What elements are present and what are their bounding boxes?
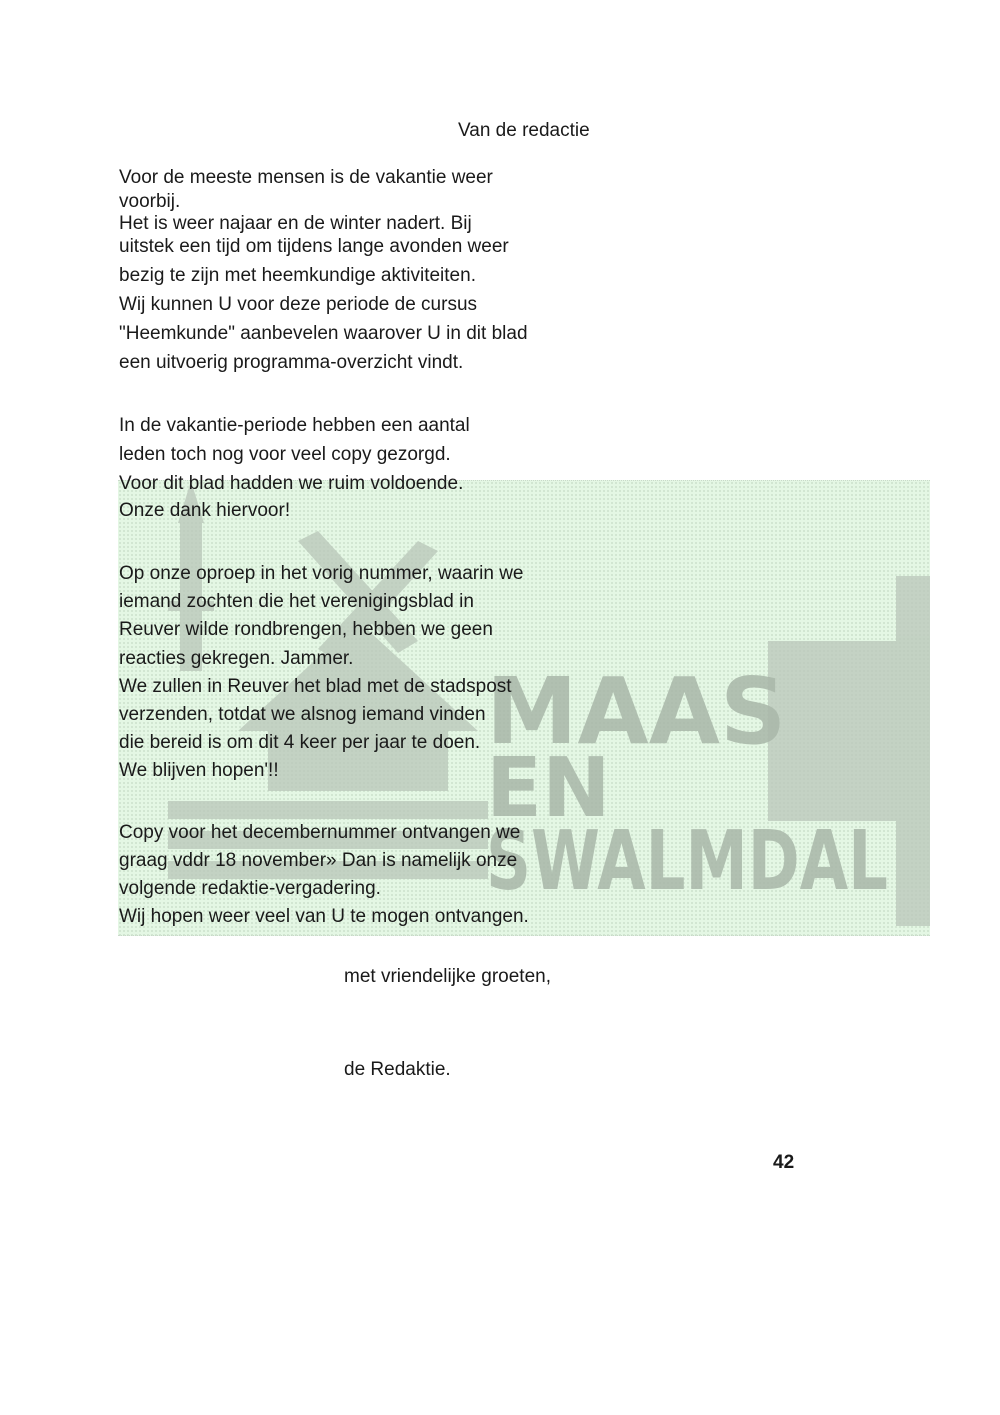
- watermark-text-maas: MAAS: [486, 658, 787, 765]
- body-line-9: In de vakantie-periode hebben een aantal: [119, 415, 470, 436]
- watermark-wave-1: [168, 801, 488, 819]
- body-line-3: Het is weer najaar en de winter nadert. Bij: [119, 213, 472, 234]
- page-number: 42: [773, 1152, 795, 1173]
- body-line-22: graag vddr 18 november» Dan is namelijk onze: [119, 850, 518, 871]
- body-line-10: leden toch nog voor veel copy gezorgd.: [119, 444, 451, 465]
- body-line-2: voorbij.: [119, 191, 181, 212]
- body-line-19: die bereid is om dit 4 keer per jaar te doen.: [119, 732, 481, 753]
- body-line-15: Reuver wilde rondbrengen, hebben we geen: [119, 619, 493, 640]
- body-line-12: Onze dank hiervoor!: [119, 500, 291, 521]
- body-line-1: Voor de meeste mensen is de vakantie weer: [119, 167, 493, 188]
- body-line-6: Wij kunnen U voor deze periode de cursus: [119, 294, 478, 315]
- body-line-14: iemand zochten die het verenigingsblad in: [119, 591, 474, 612]
- watermark-block-a: [768, 641, 898, 821]
- watermark-text-swalmdal: SWALMDAL: [486, 814, 888, 909]
- body-line-24: Wij hopen weer veel van U te mogen ontvangen.: [119, 906, 529, 927]
- signature: de Redaktie.: [344, 1059, 451, 1080]
- body-line-18: verzenden, totdat we alsnog iemand vinden: [119, 704, 486, 725]
- closing-greeting: met vriendelijke groeten,: [344, 966, 551, 987]
- body-line-23: volgende redaktie-vergadering.: [119, 878, 381, 899]
- page-title: Van de redactie: [458, 120, 590, 141]
- watermark-block-b: [896, 576, 930, 926]
- body-line-16: reacties gekregen. Jammer.: [119, 648, 354, 669]
- body-line-8: een uitvoerig programma-overzicht vindt.: [119, 352, 464, 373]
- body-line-20: We blijven hopen'!!: [119, 760, 279, 781]
- body-line-5: bezig te zijn met heemkundige aktiviteiten.: [119, 265, 476, 286]
- body-line-21: Copy voor het decembernummer ontvangen we: [119, 822, 521, 843]
- body-line-7: "Heemkunde" aanbevelen waarover U in dit blad: [119, 323, 528, 344]
- body-line-13: Op onze oproep in het vorig nummer, waarin we: [119, 563, 524, 584]
- body-line-4: uitstek een tijd om tijdens lange avonden weer: [119, 236, 509, 257]
- body-line-11: Voor dit blad hadden we ruim voldoende.: [119, 473, 464, 494]
- body-line-17: We zullen in Reuver het blad met de stadspost: [119, 676, 512, 697]
- watermark-text-en: EN: [486, 741, 611, 836]
